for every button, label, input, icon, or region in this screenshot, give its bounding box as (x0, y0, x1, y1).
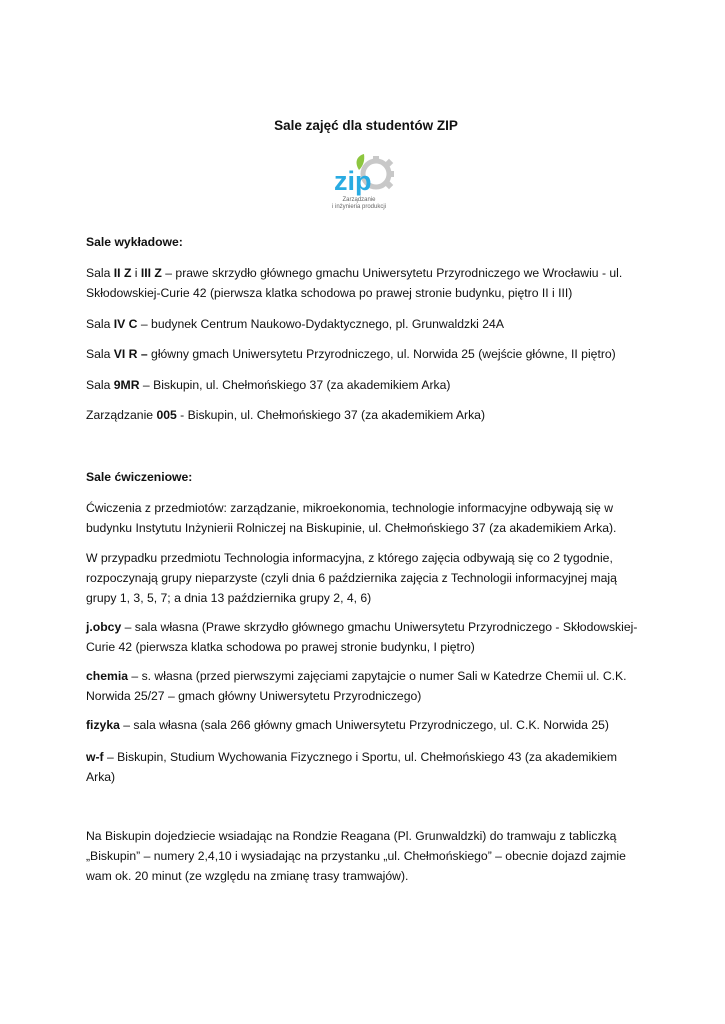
lecture-heading: Sale wykładowe: (86, 235, 183, 249)
exercise-pe: w-f – Biskupin, Studium Wychowania Fizycznego i Sportu, ul. Chełmońskiego 43 (za akademikiem Arka) (86, 750, 617, 784)
exercise-heading: Sale ćwiczeniowe: (86, 470, 193, 484)
transport-note: Na Biskupin dojedziecie wsiadając na Rondzie Reagana (Pl. Grunwaldzki) do tramwaju z tabliczką „Biskupin” – numery 2,4,10 i wysiadając na przystanku „ul. Chełmońskiego” – obecnie dojazd zajmie wam ok. 20 minut (ze względu na zmianę trasy tramwajów). (86, 829, 626, 883)
lecture-room-iiz-iiiz: Sala II Z i III Z – prawe skrzydło głównego gmachu Uniwersytetu Przyrodniczego we Wrocławiu - ul. Skłodowskiej-Curie 42 (pierwsza klatka schodowa po prawej stronie budynku, piętro II i III) (86, 266, 623, 300)
logo-text: zip (334, 166, 372, 196)
page-title: Sale zajęć dla studentów ZIP (274, 118, 458, 133)
lecture-room-ivc: Sala IV C – budynek Centrum Naukowo-Dydaktycznego, pl. Grunwaldzki 24A (86, 317, 504, 331)
exercise-it-schedule: W przypadku przedmiotu Technologia informacyjna, z którego zajęcia odbywają się co 2 tygodnie, rozpoczynają grupy nieparzyste (czyli dnia 6 października zajęcia z Technologii informacyjnej mają grupy 1, 3, 5, 7; a dnia 13 października grupy 2, 4, 6) (86, 551, 617, 605)
exercise-physics: fizyka – sala własna (sala 266 główny gmach Uniwersytetu Przyrodniczego, ul. C.K. Norwida 25) (86, 718, 609, 732)
exercise-general: Ćwiczenia z przedmiotów: zarządzanie, mikroekonomia, technologie informacyjne odbywają się w budynku Instytutu Inżynierii Rolniczej na Biskupinie, ul. Chełmońskiego 37 (za akademikiem Arka). (86, 501, 617, 535)
lecture-room-9mr: Sala 9MR – Biskupin, ul. Chełmońskiego 37 (za akademikiem Arka) (86, 378, 451, 392)
lecture-room-vir: Sala VI R – główny gmach Uniwersytetu Przyrodniczego, ul. Norwida 25 (wejście główne, II piętro) (86, 347, 616, 361)
logo-caption: Zarządzanie i inżynieria produkcji (331, 197, 387, 210)
exercise-chemistry: chemia – s. własna (przed pierwszymi zajęciami zapytajcie o numer Sali w Katedrze Chemii ul. C.K. Norwida 25/27 – gmach główny Uniwersytetu Przyrodniczego) (86, 669, 627, 703)
lecture-room-005: Zarządzanie 005 - Biskupin, ul. Chełmońskiego 37 (za akademikiem Arka) (86, 408, 486, 422)
exercise-languages: j.obcy – sala własna (Prawe skrzydło głównego gmachu Uniwersytetu Przyrodniczego - Skłodowskiej- Curie 42 (pierwsza klatka schodowa po prawej stronie budynku, I piętro) (86, 620, 638, 654)
